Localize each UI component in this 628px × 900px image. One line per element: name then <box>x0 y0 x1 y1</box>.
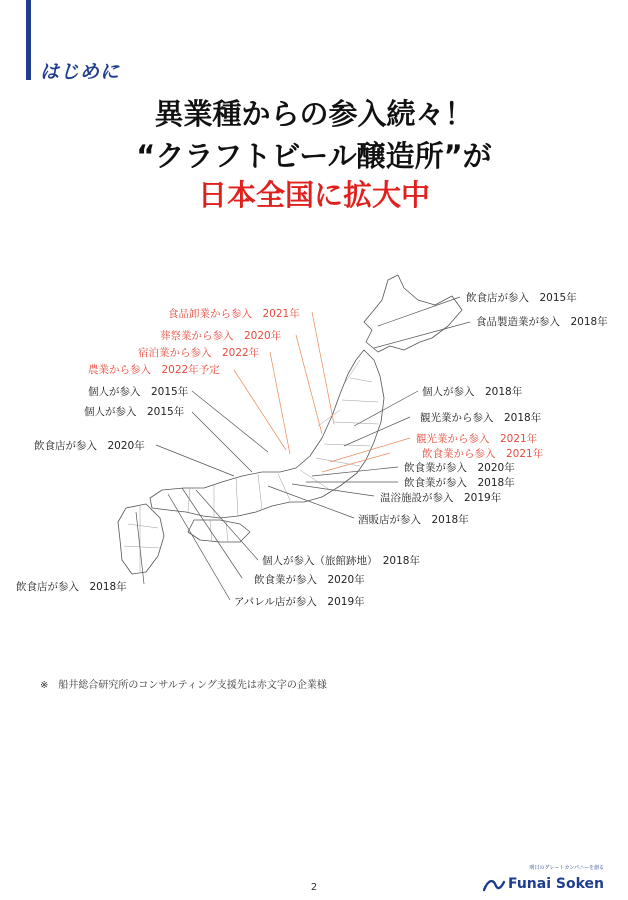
annotation-label: 飲食店が参入 2020年 <box>34 440 145 452</box>
annotation-label: 酒販店が参入 2018年 <box>358 514 469 526</box>
annotation-label: 観光業から参入 2018年 <box>420 412 542 424</box>
map-kyushu <box>118 504 164 574</box>
map-shikoku <box>188 520 250 542</box>
wave-logo-icon <box>483 876 505 892</box>
annotation-label: 飲食業が参入 2020年 <box>254 574 365 586</box>
japan-map-figure <box>0 250 628 630</box>
annotation-label: アパレル店が参入 2019年 <box>234 596 365 608</box>
title-line-3: 日本全国に拡大中 <box>197 178 430 212</box>
annotation-label-red: 農業から参入 2022年予定 <box>88 364 220 376</box>
section-heading: はじめに <box>40 61 121 83</box>
annotation-label-red: 飲食業から参入 2021年 <box>422 448 544 460</box>
annotation-label: 飲食業が参入 2018年 <box>404 477 515 489</box>
annotation-label-red: 観光業から参入 2021年 <box>416 433 538 445</box>
footnote: ※ 船井総合研究所のコンサルティング支援先は赤文字の企業様 <box>40 680 327 691</box>
annotation-label: 個人が参入（旅館跡地） 2018年 <box>262 555 420 567</box>
annotation-label: 温浴施設が参入 2019年 <box>380 492 502 504</box>
annotation-label-red: 葬祭業から参入 2020年 <box>160 330 282 342</box>
annotation-label: 食品製造業が参入 2018年 <box>476 316 608 328</box>
logo-tagline: 明日のグレートカンパニーを創る <box>529 865 604 871</box>
title-line-1: 異業種からの参入続々！ <box>154 97 474 131</box>
title-line-2: “クラフトビール醸造所”が <box>136 139 492 173</box>
annotation-label: 飲食店が参入 2015年 <box>466 292 577 304</box>
logo-name: Funai Soken <box>507 876 604 892</box>
annotation-label: 個人が参入 2018年 <box>422 386 523 398</box>
annotation-label-red: 宿泊業から参入 2022年 <box>138 347 260 359</box>
annotation-label-red: 食品卸業から参入 2021年 <box>168 308 300 320</box>
page-number: 2 <box>310 882 318 893</box>
funai-soken-logo <box>483 865 604 892</box>
annotation-label: 飲食店が参入 2018年 <box>16 581 127 593</box>
annotation-label: 飲食業が参入 2020年 <box>404 462 515 474</box>
annotation-label: 個人が参入 2015年 <box>84 406 185 418</box>
accent-bar <box>26 0 31 80</box>
annotation-label: 個人が参入 2015年 <box>88 386 189 398</box>
